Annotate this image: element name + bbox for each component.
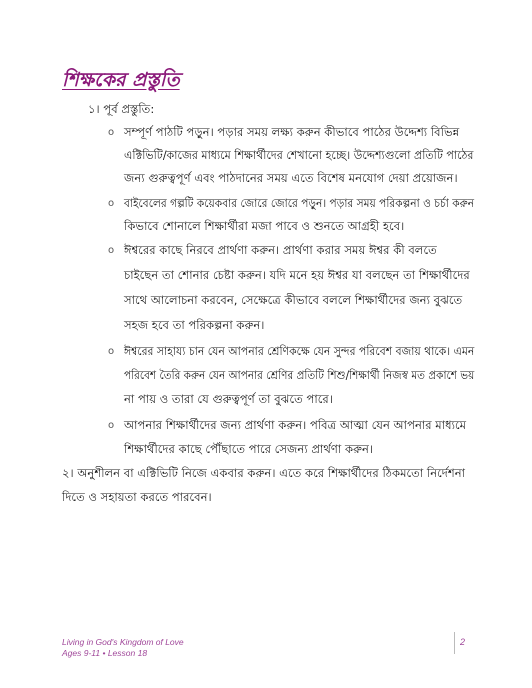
bullet-1-line-1: সম্পূর্ণ পাঠটি পড়ুন। পড়ার সময় লক্ষ্য করুন কীভাবে পাঠের উদ্দেশ্য বিভিন্ন bbox=[124, 125, 460, 139]
bullet-4-line-1: ঈশ্বরের সাহায্য চান যেন আপনার শ্রেণিকক্ষে যেন সুন্দর পরিবেশ বজায় থাকে। এমন bbox=[124, 344, 475, 358]
bullet-marker: o bbox=[108, 245, 115, 256]
section-1-heading: ১। পূর্ব প্রস্তুতি: bbox=[88, 102, 155, 116]
bullet-5-line-1: আপনার শিক্ষার্থীদের জন্য প্রার্থণা করুন। পবিত্র আত্মা যেন আপনার মাধ্যমে bbox=[124, 418, 467, 432]
bullet-marker: o bbox=[108, 346, 115, 357]
section-2-line-2: দিতে ও সহায়তা করতে পারবেন। bbox=[62, 490, 212, 504]
bullet-marker: o bbox=[108, 198, 115, 209]
bullet-3-line-2: চাইছেন তা শোনার চেষ্টা করুন। যদি মনে হয় ঈশ্বর যা বলছেন তা শিক্ষার্থীদের bbox=[124, 268, 470, 282]
page-title: শিক্ষকের প্রস্তুতি bbox=[62, 69, 180, 91]
bullet-3-line-1: ঈশ্বরের কাছে নিরবে প্রার্থণা করুন। প্রার্থণা করার সময় ঈশ্বর কী বলতে bbox=[124, 243, 437, 257]
bullet-marker: o bbox=[108, 127, 115, 138]
footer-lesson-info: Ages 9-11 • Lesson 18 bbox=[62, 648, 148, 658]
page-number: 2 bbox=[460, 637, 466, 647]
bullet-5-line-2: শিক্ষার্থীদের কাছে পৌঁছাতে পারে সেজন্য প্রার্থণা করুন। bbox=[124, 442, 374, 456]
bullet-4-line-3: না পায় ও তারা যে গুরুত্বপূর্ণ তা বুঝতে পারে। bbox=[124, 392, 333, 406]
footer-course-title: Living in God's Kingdom of Love bbox=[62, 637, 184, 647]
bullet-2-line-2: কিভাবে শোনালে শিক্ষার্থীরা মজা পাবে ও শুনতে আগ্রহী হবে। bbox=[124, 219, 405, 233]
bullet-4-line-2: পরিবেশ তৈরি করুন যেন আপনার শ্রেণির প্রতিটি শিশু/শিক্ষার্থী নিজস্ব মত প্রকাশে ভয় bbox=[124, 368, 475, 382]
bullet-1-line-3: জন্য গুরুত্বপূর্ণ এবং পাঠদানের সময় এতে বিশেষ মনযোগ দেয়া প্রয়োজন। bbox=[124, 171, 458, 185]
bullet-marker: o bbox=[108, 420, 115, 431]
bullet-3-line-3: সাথে আলোচনা করবেন, সেক্ষেত্রে কীভাবে বললে শিক্ষার্থীদের জন্য বুঝতে bbox=[124, 293, 463, 307]
bullet-2-line-1: বাইবেলের গল্পটি কয়েকবার জোরে জোরে পড়ুন। পড়ার সময় পরিকল্পনা ও চর্চা করুন bbox=[124, 196, 475, 210]
bullet-1-line-2: এক্টিভিটি/কাজের মাধ্যমে শিক্ষার্থীদের শেখানো হচ্ছে। উদ্দেশ্যগুলো প্রতিটি পাঠের bbox=[124, 148, 474, 162]
footer-course-info bbox=[62, 637, 184, 659]
footer-divider bbox=[454, 632, 455, 654]
section-2-line-1: ২। অনুশীলন বা এক্টিভিটি নিজে একবার করুন। এতে করে শিক্ষার্থীদের ঠিকমতো নির্দেশনা bbox=[62, 466, 466, 480]
bullet-3-line-4: সহজ হবে তা পরিকল্পনা করুন। bbox=[124, 318, 265, 332]
